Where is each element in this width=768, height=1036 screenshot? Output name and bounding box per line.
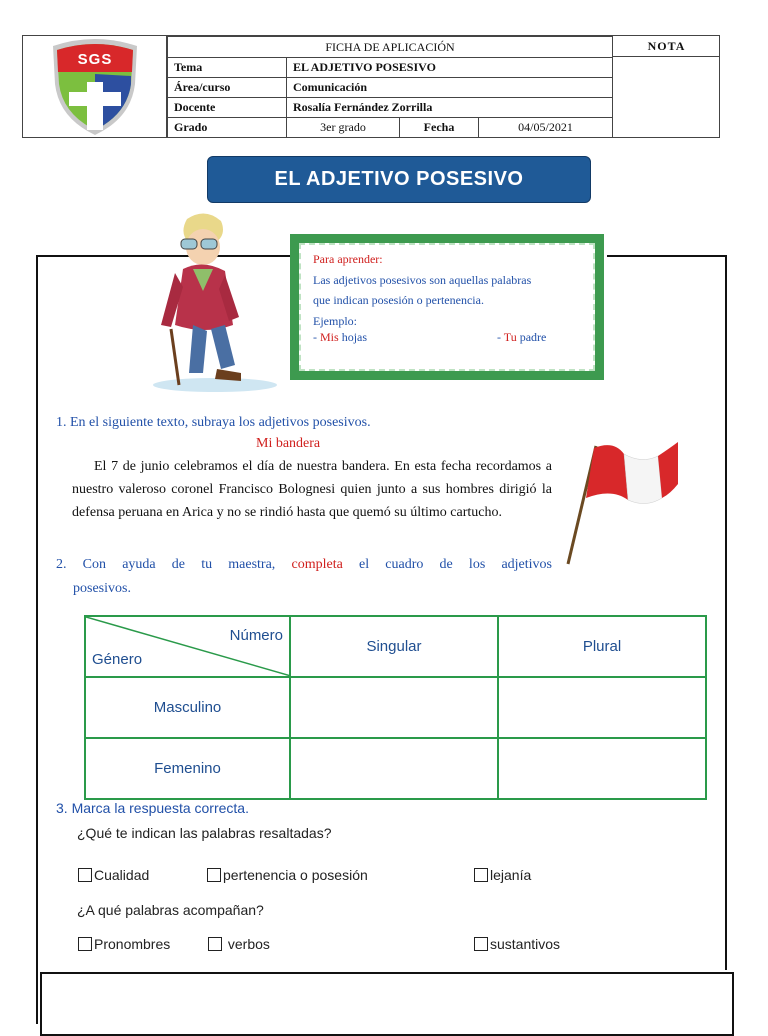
option-verbos[interactable]: verbos	[208, 936, 270, 952]
masculino-label: Masculino	[85, 677, 290, 738]
header-table	[22, 35, 720, 138]
answer-cell-masc-plural[interactable]	[498, 677, 706, 738]
genero-label: Género	[92, 651, 143, 668]
checkbox[interactable]	[474, 868, 488, 882]
numero-label: Número	[229, 627, 283, 644]
tema-label: Tema	[168, 58, 287, 78]
possessive-word: Mis	[320, 330, 339, 344]
page-title: EL ADJETIVO POSESIVO	[207, 156, 591, 203]
grado-value: 3er grado	[287, 118, 400, 138]
frame-border	[36, 255, 38, 1024]
nota-cell	[612, 36, 720, 137]
story-paragraph: El 7 de junio celebramos el día de nuestra bandera. En esta fecha recordamos a nuestro valeroso coronel Francisco Bolognesi quien junto a sus hombres dirigió la defensa peruana en Arica y no se rindió hasta que quemó su último cartucho.	[72, 459, 552, 520]
story-title: Mi bandera	[256, 436, 321, 451]
highlight-word: completa	[291, 557, 343, 572]
docente-value: Rosalía Fernández Zorrilla	[287, 98, 613, 118]
checkbox[interactable]	[78, 937, 92, 951]
peru-flag-illustration	[562, 438, 682, 568]
singular-header: Singular	[290, 616, 498, 677]
docente-label: Docente	[168, 98, 287, 118]
femenino-label: Femenino	[85, 738, 290, 799]
question-1: 1. En el siguiente texto, subraya los adjetivos posesivos.	[56, 415, 371, 430]
answer-cell-fem-sing[interactable]	[290, 738, 498, 799]
grado-label: Grado	[168, 118, 287, 138]
note-example-label: Ejemplo:	[313, 314, 357, 328]
note-example-1: - Mis hojas	[313, 330, 368, 344]
learning-note	[290, 234, 604, 380]
logo-cell	[23, 36, 167, 137]
info-table	[167, 36, 613, 138]
fecha-label: Fecha	[400, 118, 479, 138]
question-3: 3. Marca la respuesta correcta.	[56, 800, 249, 816]
option-pronombres[interactable]: Pronombres	[78, 936, 170, 952]
frame-border	[725, 255, 727, 970]
checkbox[interactable]	[474, 937, 488, 951]
possessive-table	[84, 615, 707, 800]
logo-text: SGS	[77, 51, 113, 68]
option-lejania[interactable]: lejanía	[474, 867, 531, 883]
answer-cell-masc-sing[interactable]	[290, 677, 498, 738]
area-label: Área/curso	[168, 78, 287, 98]
question-3-prompt-1: ¿Qué te indican las palabras resaltadas?	[77, 825, 332, 841]
note-line-2: que indican posesión o pertenencia.	[313, 293, 484, 307]
area-value: Comunicación	[287, 78, 613, 98]
question-2-line-2: posesivos.	[73, 581, 131, 596]
sheet-title: FICHA DE APLICACIÓN	[168, 37, 613, 58]
teacher-illustration	[145, 213, 285, 393]
checkbox[interactable]	[78, 868, 92, 882]
option-sustantivos[interactable]: sustantivos	[474, 936, 560, 952]
checkbox[interactable]	[208, 937, 222, 951]
frame-border	[607, 255, 727, 257]
note-example-2: - Tu padre	[497, 330, 547, 344]
note-heading: Para aprender:	[313, 252, 383, 266]
question-3-prompt-2: ¿A qué palabras acompañan?	[77, 902, 264, 918]
plural-header: Plural	[498, 616, 706, 677]
header-corner-cell	[85, 616, 290, 677]
fecha-value: 04/05/2021	[479, 118, 613, 138]
option-cualidad[interactable]: Cualidad	[78, 867, 149, 883]
note-line-1: Las adjetivos posesivos son aquellas palabras	[313, 273, 532, 287]
possessive-word: Tu	[503, 330, 517, 344]
answer-box	[40, 972, 734, 1036]
tema-value: EL ADJETIVO POSESIVO	[287, 58, 613, 78]
checkbox[interactable]	[207, 868, 221, 882]
option-pertenencia[interactable]: pertenencia o posesión	[207, 867, 368, 883]
answer-cell-fem-plural[interactable]	[498, 738, 706, 799]
nota-label: NOTA	[613, 36, 720, 57]
question-2: 2. Con ayuda de tu maestra, completa el cuadro de los adjetivos	[56, 557, 552, 572]
